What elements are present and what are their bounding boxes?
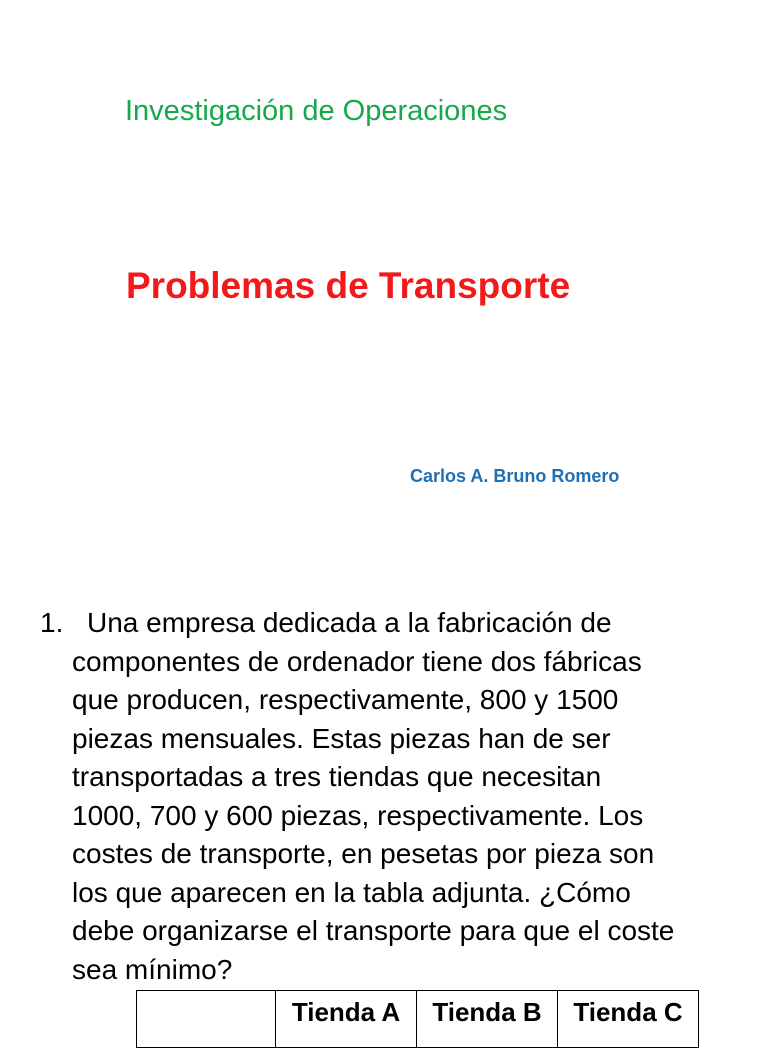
problem-line: transportadas a tres tiendas que necesitan: [72, 761, 602, 792]
problem-line: costes de transporte, en pesetas por pieza son: [72, 838, 655, 869]
transport-cost-table: [136, 990, 699, 1048]
table-header-row: [137, 991, 699, 1048]
column-header-tienda-a: Tienda A: [276, 991, 417, 1048]
problem-text: [72, 604, 768, 989]
page-title: Problemas de Transporte: [126, 265, 571, 306]
table-corner-cell: [137, 991, 276, 1048]
course-title: Investigación de Operaciones: [125, 95, 508, 127]
problem-line: debe organizarse el transporte para que el coste: [72, 915, 675, 946]
column-header-tienda-c: Tienda C: [558, 991, 699, 1048]
problem-statement: [40, 604, 768, 989]
problem-number: 1.: [40, 607, 64, 638]
problem-line: sea mínimo?: [72, 953, 233, 985]
problem-line: piezas mensuales. Estas piezas han de ser: [72, 722, 611, 754]
problem-line: componentes de ordenador tiene dos fábricas: [72, 645, 642, 677]
author-name: Carlos A. Bruno Romero: [410, 466, 620, 486]
problem-line: que producen, respectivamente, 800 y 1500: [72, 684, 619, 715]
problem-line: Una empresa dedicada a la fabricación de: [87, 607, 612, 638]
column-header-tienda-b: Tienda B: [417, 991, 558, 1048]
problem-line: los que aparecen en la tabla adjunta. ¿Cómo: [72, 876, 631, 908]
problem-line: 1000, 700 y 600 piezas, respectivamente. Los: [72, 799, 644, 831]
